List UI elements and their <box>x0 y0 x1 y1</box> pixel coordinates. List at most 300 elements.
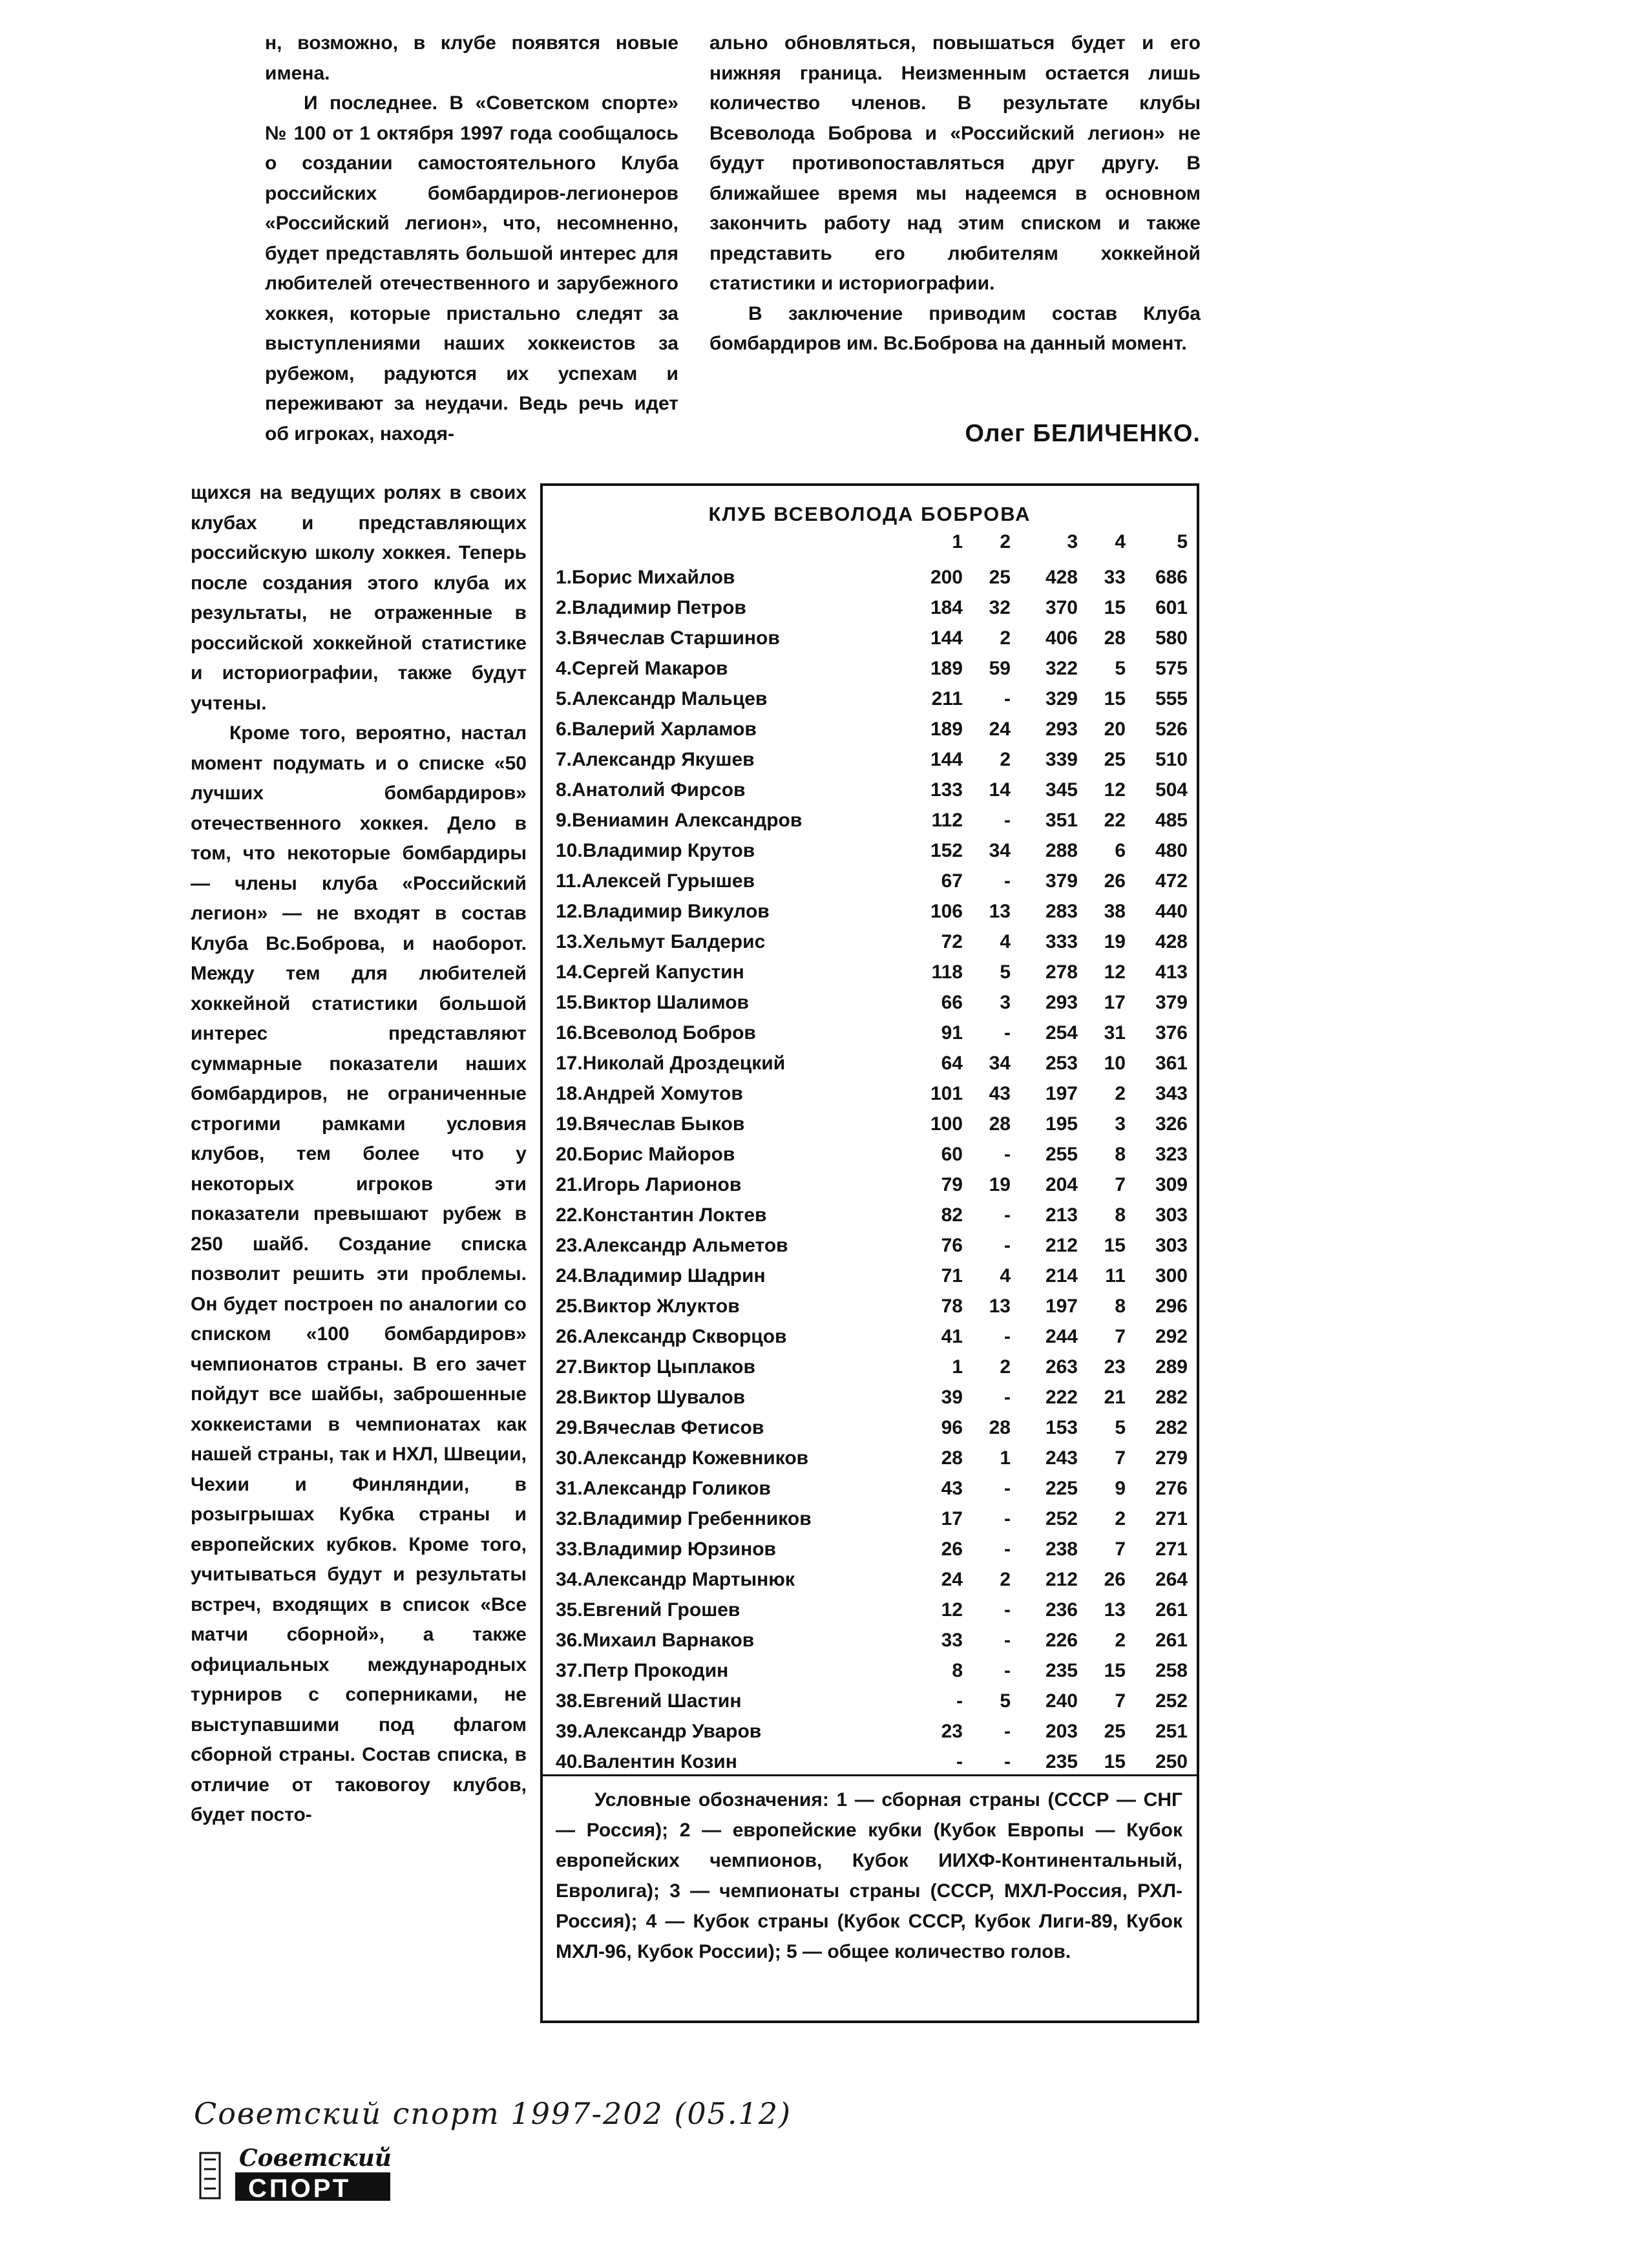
value-cell-5: 271 <box>1155 1538 1188 1560</box>
value-cell-3: 263 <box>1045 1356 1078 1378</box>
value-cell-2: 34 <box>989 1053 1011 1074</box>
player-name-cell: 24.Владимир Шадрин <box>556 1265 766 1286</box>
value-cell-5: 303 <box>1155 1204 1188 1226</box>
player-name-cell: 6.Валерий Харламов <box>556 719 757 740</box>
player-name-cell: 39.Александр Уваров <box>556 1721 762 1742</box>
player-name-cell: 19.Вячеслав Быков <box>556 1113 745 1135</box>
value-cell-5: 526 <box>1155 719 1188 740</box>
value-cell-3: 243 <box>1045 1447 1078 1469</box>
value-cell-5: 292 <box>1155 1326 1188 1347</box>
value-cell-2: - <box>1004 870 1011 892</box>
value-cell-2: - <box>1004 1538 1011 1560</box>
value-cell-2: - <box>1004 1022 1011 1044</box>
value-cell-5: 440 <box>1155 901 1188 922</box>
value-cell-2: 25 <box>989 567 1011 588</box>
value-cell-2: - <box>1004 1630 1011 1651</box>
value-cell-1: 189 <box>930 658 963 679</box>
value-cell-1: 78 <box>941 1296 963 1317</box>
value-cell-2: 13 <box>989 1296 1011 1317</box>
table-row <box>543 957 1197 987</box>
table-row <box>543 1139 1197 1170</box>
value-cell-3: 240 <box>1045 1690 1078 1712</box>
value-cell-3: 333 <box>1045 931 1078 952</box>
player-name-cell: 28.Виктор Шувалов <box>556 1387 746 1408</box>
value-cell-4: 20 <box>1104 719 1126 740</box>
value-cell-3: 214 <box>1045 1265 1078 1286</box>
table-row <box>543 1382 1197 1412</box>
value-cell-5: 261 <box>1155 1599 1188 1621</box>
player-name-cell: 29.Вячеслав Фетисов <box>556 1417 764 1438</box>
table-row <box>543 1018 1197 1048</box>
table-row <box>543 1078 1197 1109</box>
value-cell-5: 376 <box>1155 1022 1188 1044</box>
value-cell-2: - <box>1004 1326 1011 1347</box>
table-row <box>543 1534 1197 1564</box>
value-cell-4: 15 <box>1104 597 1126 618</box>
player-name-cell: 35.Евгений Грошев <box>556 1599 740 1621</box>
table-header-row <box>543 531 1197 557</box>
value-cell-2: 59 <box>989 658 1011 679</box>
value-cell-4: 2 <box>1115 1508 1126 1529</box>
player-name-cell: 40.Валентин Козин <box>556 1751 737 1772</box>
player-name-cell: 12.Владимир Викулов <box>556 901 770 922</box>
player-name-cell: 33.Владимир Юрзинов <box>556 1538 777 1560</box>
value-cell-3: 213 <box>1045 1204 1078 1226</box>
table-row <box>543 1200 1197 1230</box>
value-cell-3: 406 <box>1045 627 1078 649</box>
value-cell-5: 282 <box>1155 1417 1188 1438</box>
value-cell-2: 28 <box>989 1113 1011 1135</box>
value-cell-1: 43 <box>941 1478 963 1499</box>
player-name-cell: 4.Сергей Макаров <box>556 658 728 679</box>
value-cell-5: 575 <box>1155 658 1188 679</box>
value-cell-1: - <box>956 1690 963 1712</box>
player-name-cell: 26.Александр Скворцов <box>556 1326 787 1347</box>
table-row <box>543 1352 1197 1382</box>
value-cell-3: 225 <box>1045 1478 1078 1499</box>
value-cell-3: 203 <box>1045 1721 1078 1742</box>
value-cell-2: 2 <box>1000 1569 1011 1590</box>
player-name-cell: 8.Анатолий Фирсов <box>556 779 746 801</box>
player-name-cell: 16.Всеволод Бобров <box>556 1022 756 1044</box>
player-name-cell: 3.Вячеслав Старшинов <box>556 627 780 649</box>
value-cell-4: 2 <box>1115 1083 1126 1104</box>
value-cell-4: 10 <box>1104 1053 1126 1074</box>
table-row <box>543 1443 1197 1473</box>
value-cell-1: 66 <box>941 992 963 1013</box>
article-column-right-top <box>709 28 1201 359</box>
value-cell-2: - <box>1004 1478 1011 1499</box>
value-cell-5: 361 <box>1155 1053 1188 1074</box>
value-cell-1: 64 <box>941 1053 963 1074</box>
value-cell-4: 2 <box>1115 1630 1126 1651</box>
value-cell-3: 235 <box>1045 1660 1078 1681</box>
table-row <box>543 987 1197 1018</box>
value-cell-5: 580 <box>1155 627 1188 649</box>
article-paragraph: н, возможно, в клубе появятся новые имена. <box>265 32 678 84</box>
value-cell-4: 6 <box>1115 840 1126 861</box>
value-cell-2: 2 <box>1000 627 1011 649</box>
table-row <box>543 1048 1197 1078</box>
table-row <box>543 866 1197 896</box>
player-name-cell: 10.Владимир Крутов <box>556 840 755 861</box>
value-cell-1: 118 <box>931 961 963 983</box>
article-column-left-narrow <box>191 478 527 1831</box>
player-name-cell: 20.Борис Майоров <box>556 1144 735 1165</box>
player-name-cell: 7.Александр Якушев <box>556 749 755 770</box>
value-cell-5: 601 <box>1155 597 1188 618</box>
value-cell-5: 252 <box>1155 1690 1188 1712</box>
value-cell-1: 76 <box>941 1235 963 1256</box>
value-cell-2: 14 <box>989 779 1011 801</box>
player-name-cell: 30.Александр Кожевников <box>556 1447 809 1469</box>
value-cell-2: 28 <box>989 1417 1011 1438</box>
table-row <box>543 1109 1197 1139</box>
value-cell-5: 510 <box>1155 749 1188 770</box>
article-paragraph: щихся на ведущих ролях в своих клубах и представляющих российскую школу хоккея. Теперь после создания этого клуба их результаты, не отраженные в российской хоккейной статистике и историографии, также будут учтены. <box>191 482 527 714</box>
value-cell-3: 322 <box>1045 658 1078 679</box>
value-cell-1: 144 <box>930 749 963 770</box>
value-cell-2: 13 <box>989 901 1011 922</box>
value-cell-2: - <box>1004 1144 1011 1165</box>
value-cell-3: 238 <box>1045 1538 1078 1560</box>
player-name-cell: 1.Борис Михайлов <box>556 567 735 588</box>
value-cell-1: 23 <box>941 1721 963 1742</box>
value-cell-1: 41 <box>941 1326 963 1347</box>
player-name-cell: 9.Вениамин Александров <box>556 810 803 831</box>
player-name-cell: 2.Владимир Петров <box>556 597 746 618</box>
value-cell-1: 112 <box>931 810 963 831</box>
table-row <box>543 744 1197 775</box>
value-cell-2: 32 <box>989 597 1011 618</box>
value-cell-4: 33 <box>1104 567 1126 588</box>
value-cell-3: 283 <box>1045 901 1078 922</box>
table-row <box>543 623 1197 653</box>
value-cell-2: - <box>1004 1721 1011 1742</box>
player-name-cell: 32.Владимир Гребенников <box>556 1508 812 1529</box>
column-header: 1 <box>952 531 963 552</box>
player-name-cell: 23.Александр Альметов <box>556 1235 788 1256</box>
value-cell-1: 133 <box>930 779 963 801</box>
table-row <box>543 1291 1197 1321</box>
value-cell-4: 8 <box>1115 1144 1126 1165</box>
value-cell-1: 106 <box>930 901 963 922</box>
column-header: 3 <box>1067 531 1078 552</box>
table-row <box>543 562 1197 593</box>
value-cell-5: 250 <box>1155 1751 1188 1772</box>
column-header: 2 <box>1000 531 1011 552</box>
value-cell-4: 26 <box>1104 870 1126 892</box>
value-cell-5: 326 <box>1155 1113 1188 1135</box>
value-cell-4: 17 <box>1104 992 1126 1013</box>
player-name-cell: 25.Виктор Жлуктов <box>556 1296 740 1317</box>
article-paragraph: В заключение приводим состав Клуба бомбардиров им. Вс.Боброва на данный момент. <box>709 302 1201 354</box>
value-cell-2: - <box>1004 688 1011 709</box>
value-cell-4: 23 <box>1104 1356 1126 1378</box>
value-cell-3: 293 <box>1045 992 1078 1013</box>
table-row <box>543 593 1197 623</box>
table-row <box>543 714 1197 744</box>
value-cell-4: 7 <box>1115 1326 1126 1347</box>
bobrov-club-table <box>540 483 1199 2023</box>
player-name-cell: 27.Виктор Цыплаков <box>556 1356 755 1378</box>
value-cell-5: 480 <box>1155 840 1188 861</box>
value-cell-3: 212 <box>1045 1569 1078 1590</box>
value-cell-3: 204 <box>1045 1174 1078 1195</box>
value-cell-4: 21 <box>1104 1387 1126 1408</box>
player-name-cell: 13.Хельмут Балдерис <box>556 931 766 952</box>
value-cell-1: 96 <box>941 1417 963 1438</box>
value-cell-5: 300 <box>1155 1265 1188 1286</box>
logo-line-2: СПОРТ <box>248 2174 352 2203</box>
value-cell-2: - <box>1004 1387 1011 1408</box>
value-cell-4: 38 <box>1104 901 1126 922</box>
table-title: КЛУБ ВСЕВОЛОДА БОБРОВА <box>708 503 1031 525</box>
value-cell-1: - <box>956 1751 963 1772</box>
table-divider <box>543 1774 1197 1776</box>
value-cell-4: 25 <box>1104 1721 1126 1742</box>
value-cell-3: 253 <box>1045 1053 1078 1074</box>
value-cell-2: 4 <box>1000 931 1011 952</box>
value-cell-5: 279 <box>1155 1447 1188 1469</box>
value-cell-4: 3 <box>1115 1113 1126 1135</box>
value-cell-3: 236 <box>1045 1599 1078 1621</box>
value-cell-2: - <box>1004 1508 1011 1529</box>
value-cell-5: 413 <box>1155 961 1188 983</box>
table-row <box>543 1686 1197 1716</box>
value-cell-2: - <box>1004 1204 1011 1226</box>
value-cell-5: 472 <box>1155 870 1188 892</box>
legend-text: Условные обозначения: 1 — сборная страны (СССР — СНГ — Россия); 2 — европейские кубки (Кубок Европы — Кубок европейских чемпионов, Кубок ИИХФ-Континентальный, Евролига); 3 — чемпионаты страны (СССР, МХЛ-Россия, РХЛ-Россия); 4 — Кубок страны (Кубок СССР, Кубок Лиги-89, Кубок МХЛ-96, Кубок России); 5 — общее количество голов. <box>556 1789 1182 1962</box>
value-cell-1: 82 <box>941 1204 963 1226</box>
value-cell-3: 288 <box>1045 840 1078 861</box>
table-row <box>543 805 1197 835</box>
value-cell-2: 19 <box>989 1174 1011 1195</box>
value-cell-3: 212 <box>1045 1235 1078 1256</box>
table-row <box>543 684 1197 714</box>
value-cell-5: 428 <box>1155 931 1188 952</box>
value-cell-4: 8 <box>1115 1204 1126 1226</box>
value-cell-4: 12 <box>1104 779 1126 801</box>
value-cell-4: 7 <box>1115 1538 1126 1560</box>
player-name-cell: 18.Андрей Хомутов <box>556 1083 743 1104</box>
value-cell-3: 379 <box>1045 870 1078 892</box>
player-name-cell: 22.Константин Локтев <box>556 1204 767 1226</box>
value-cell-4: 7 <box>1115 1690 1126 1712</box>
value-cell-3: 278 <box>1045 961 1078 983</box>
value-cell-1: 17 <box>941 1508 963 1529</box>
value-cell-3: 428 <box>1045 567 1078 588</box>
value-cell-1: 67 <box>941 870 963 892</box>
value-cell-1: 39 <box>941 1387 963 1408</box>
table-row <box>543 1747 1197 1777</box>
value-cell-4: 26 <box>1104 1569 1126 1590</box>
value-cell-1: 8 <box>952 1660 963 1681</box>
table-row <box>543 653 1197 684</box>
value-cell-3: 197 <box>1045 1296 1078 1317</box>
value-cell-3: 254 <box>1045 1022 1078 1044</box>
value-cell-2: - <box>1004 1751 1011 1772</box>
player-name-cell: 38.Евгений Шастин <box>556 1690 742 1712</box>
value-cell-5: 271 <box>1155 1508 1188 1529</box>
value-cell-4: 5 <box>1115 658 1126 679</box>
value-cell-4: 7 <box>1115 1447 1126 1469</box>
table-row <box>543 835 1197 866</box>
value-cell-5: 261 <box>1155 1630 1188 1651</box>
value-cell-3: 252 <box>1045 1508 1078 1529</box>
value-cell-4: 31 <box>1104 1022 1126 1044</box>
article-paragraph: ально обновляться, повышаться будет и его нижняя граница. Неизменным остается лишь количество членов. В результате клубы Всеволода Боброва и «Российский легион» не будут противопоставляться друг другу. В ближайшее время мы надеемся в основном закончить работу над этим списком и также представить его любителям хоккейной статистики и историографии. <box>709 32 1201 294</box>
logo-line-1: Советский <box>239 2145 392 2172</box>
value-cell-3: 345 <box>1045 779 1078 801</box>
player-name-cell: 5.Александр Мальцев <box>556 688 768 709</box>
value-cell-3: 339 <box>1045 749 1078 770</box>
value-cell-1: 91 <box>941 1022 963 1044</box>
table-row <box>543 927 1197 957</box>
table-row <box>543 1321 1197 1352</box>
value-cell-5: 258 <box>1155 1660 1188 1681</box>
value-cell-4: 12 <box>1104 961 1126 983</box>
value-cell-5: 303 <box>1155 1235 1188 1256</box>
value-cell-2: 24 <box>989 719 1011 740</box>
table-row <box>543 1412 1197 1443</box>
value-cell-4: 15 <box>1104 1751 1126 1772</box>
table-legend <box>556 1785 1182 1967</box>
value-cell-3: 293 <box>1045 719 1078 740</box>
article-paragraph: Кроме того, вероятно, настал момент подумать и о списке «50 лучших бомбардиров» отечественного хоккея. Дело в том, что некоторые бомбардиры — члены клуба «Российский легион» — не входят в состав Клуба Вс.Боброва, и наоборот. Между тем для любителей хоккейной статистики большой интерес представляют суммарные показатели наших бомбардиров, не ограниченные строгими рамками условия клубов, тем более что у некоторых игроков эти показатели превышают рубеж в 250 шайб. Создание списка позволит решить эти проблемы. Он будет построен по аналогии со списком «100 бомбардиров» чемпионатов страны. В его зачет пойдут все шайбы, заброшенные хоккеистами в чемпионатах как нашей страны, так и НХЛ, Швеции, Чехии и Финляндии, в розыгрышах Кубка страны и европейских кубков. Кроме того, учитываться будут и результаты встреч, входящих в список «Все матчи сборной», а также официальных международных турниров с соперниками, не выступавшими под флагом сборной страны. Состав списка, в отличие от таковогоу клубов, будет посто- <box>191 722 527 1825</box>
value-cell-3: 235 <box>1045 1751 1078 1772</box>
value-cell-3: 197 <box>1045 1083 1078 1104</box>
value-cell-3: 195 <box>1045 1113 1078 1135</box>
player-name-cell: 11.Алексей Гурышев <box>556 870 755 892</box>
value-cell-4: 15 <box>1104 688 1126 709</box>
value-cell-1: 144 <box>930 627 963 649</box>
value-cell-5: 379 <box>1155 992 1188 1013</box>
value-cell-1: 24 <box>941 1569 963 1590</box>
value-cell-3: 329 <box>1045 688 1078 709</box>
value-cell-1: 28 <box>941 1447 963 1469</box>
player-name-cell: 17.Николай Дроздецкий <box>556 1053 786 1074</box>
value-cell-4: 11 <box>1105 1265 1126 1286</box>
value-cell-4: 9 <box>1115 1478 1126 1499</box>
value-cell-1: 211 <box>931 688 963 709</box>
table-row <box>543 1504 1197 1534</box>
value-cell-5: 309 <box>1155 1174 1188 1195</box>
value-cell-2: 2 <box>1000 749 1011 770</box>
article-column-left-top <box>265 28 678 449</box>
player-name-cell: 21.Игорь Ларионов <box>556 1174 742 1195</box>
value-cell-4: 15 <box>1104 1660 1126 1681</box>
value-cell-1: 100 <box>930 1113 963 1135</box>
value-cell-1: 33 <box>941 1630 963 1651</box>
table-row <box>543 1230 1197 1261</box>
column-header: 5 <box>1177 531 1188 552</box>
value-cell-1: 72 <box>941 931 963 952</box>
value-cell-3: 351 <box>1045 810 1078 831</box>
table-row <box>543 1716 1197 1747</box>
value-cell-4: 8 <box>1115 1296 1126 1317</box>
table-row <box>543 775 1197 805</box>
value-cell-5: 264 <box>1155 1569 1188 1590</box>
value-cell-2: 1 <box>1000 1447 1011 1469</box>
column-header: 4 <box>1115 531 1126 552</box>
value-cell-4: 28 <box>1104 627 1126 649</box>
value-cell-3: 153 <box>1045 1417 1078 1438</box>
value-cell-2: - <box>1004 1599 1011 1621</box>
table-row <box>543 896 1197 927</box>
table-row <box>543 1655 1197 1686</box>
value-cell-3: 255 <box>1045 1144 1078 1165</box>
value-cell-1: 60 <box>941 1144 963 1165</box>
value-cell-3: 226 <box>1045 1630 1078 1651</box>
value-cell-5: 485 <box>1155 810 1188 831</box>
value-cell-1: 79 <box>941 1174 963 1195</box>
value-cell-2: 5 <box>1000 1690 1011 1712</box>
value-cell-1: 101 <box>930 1083 963 1104</box>
value-cell-2: 2 <box>1000 1356 1011 1378</box>
player-name-cell: 36.Михаил Варнаков <box>556 1630 755 1651</box>
value-cell-4: 19 <box>1104 931 1126 952</box>
value-cell-1: 12 <box>941 1599 963 1621</box>
value-cell-3: 370 <box>1045 597 1078 618</box>
value-cell-1: 26 <box>941 1538 963 1560</box>
value-cell-5: 504 <box>1155 779 1188 801</box>
value-cell-2: 3 <box>1000 992 1011 1013</box>
value-cell-5: 276 <box>1155 1478 1188 1499</box>
value-cell-2: - <box>1004 810 1011 831</box>
value-cell-3: 222 <box>1045 1387 1078 1408</box>
table-row <box>543 1564 1197 1595</box>
value-cell-5: 686 <box>1155 567 1188 588</box>
value-cell-2: 4 <box>1000 1265 1011 1286</box>
value-cell-2: 5 <box>1000 961 1011 983</box>
author-byline: Олег БЕЛИЧЕНКО. <box>965 420 1201 447</box>
value-cell-1: 200 <box>930 567 963 588</box>
table-row <box>543 1473 1197 1504</box>
value-cell-5: 251 <box>1155 1721 1188 1742</box>
value-cell-2: - <box>1004 1660 1011 1681</box>
value-cell-2: 43 <box>989 1083 1011 1104</box>
value-cell-1: 189 <box>930 719 963 740</box>
sovetsky-sport-logo <box>194 2140 394 2205</box>
value-cell-2: - <box>1004 1235 1011 1256</box>
table-row <box>543 1261 1197 1291</box>
value-cell-5: 289 <box>1155 1356 1188 1378</box>
value-cell-3: 244 <box>1045 1326 1078 1347</box>
value-cell-1: 152 <box>930 840 963 861</box>
table-row <box>543 1170 1197 1200</box>
handwritten-source-note: Советский спорт 1997-202 (05.12) <box>194 2096 792 2131</box>
value-cell-4: 22 <box>1104 810 1126 831</box>
player-name-cell: 37.Петр Прокодин <box>556 1660 729 1681</box>
table-row <box>543 1625 1197 1655</box>
table-row <box>543 1595 1197 1625</box>
value-cell-4: 15 <box>1104 1235 1126 1256</box>
player-name-cell: 34.Александр Мартынюк <box>556 1569 795 1590</box>
article-paragraph: И последнее. В «Советском спорте» № 100 от 1 октября 1997 года сообщалось о создании самостоятельного Клуба российских бомбардиров-легионеров «Российский легион», что, несомненно, будет представлять большой интерес для любителей отечественного и зарубежного хоккея, которые пристально следят за выступлениями наших хоккеистов за рубежом, радуются их успехам и переживают за неудачи. Ведь речь идет об игроках, находя- <box>265 92 678 445</box>
value-cell-1: 1 <box>952 1356 963 1378</box>
value-cell-4: 7 <box>1115 1174 1126 1195</box>
value-cell-5: 555 <box>1155 688 1188 709</box>
player-name-cell: 31.Александр Голиков <box>556 1478 771 1499</box>
value-cell-1: 71 <box>941 1265 963 1286</box>
value-cell-4: 5 <box>1115 1417 1126 1438</box>
value-cell-5: 296 <box>1155 1296 1188 1317</box>
value-cell-1: 184 <box>930 597 963 618</box>
value-cell-4: 13 <box>1104 1599 1126 1621</box>
value-cell-2: 34 <box>989 840 1011 861</box>
value-cell-5: 282 <box>1155 1387 1188 1408</box>
